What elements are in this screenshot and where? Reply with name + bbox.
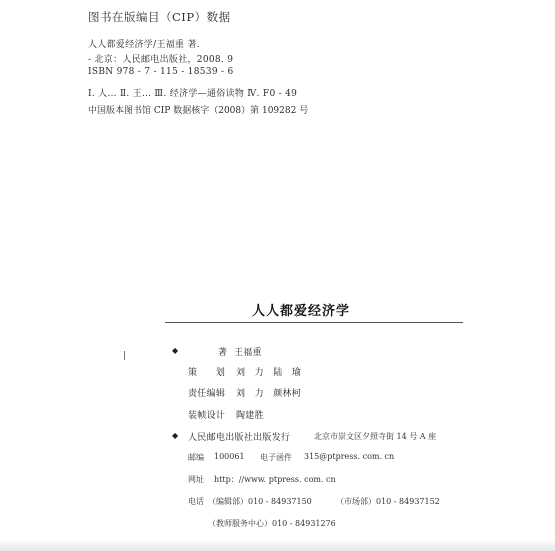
- phone-teacher-service: （教师服务中心）010 - 84931276: [208, 519, 336, 528]
- scan-bottom-shadow: [0, 540, 555, 551]
- cip-line-classification: Ⅰ. 人… Ⅱ. 王… Ⅲ. 经济学—通俗读物 Ⅳ. F0 - 49: [88, 89, 298, 99]
- cip-data-number: 中国版本图书馆 CIP 数据核字（2008）第 109282 号: [88, 106, 309, 116]
- designer-name: 陶建胜: [236, 411, 264, 421]
- phone-marketing: （市场部）010 - 84937152: [336, 497, 440, 506]
- phone-editorial: （编辑部）010 - 84937150: [208, 497, 312, 506]
- website-value: http：//www. ptpress. com. cn: [214, 475, 336, 484]
- editor-role: 责任编辑: [188, 389, 226, 399]
- postcode-value: 100061: [214, 452, 245, 461]
- cip-line-title: 人人都爱经济学/王福重 著.: [88, 40, 200, 50]
- author-name: 王福重: [234, 348, 262, 358]
- book-title: 人人都爱经济学: [252, 304, 351, 319]
- scan-edge-mark: [124, 351, 125, 360]
- title-rule: [165, 322, 463, 323]
- designer-role: 装帧设计: [188, 411, 226, 421]
- postcode-label: 邮编: [188, 453, 204, 462]
- email-value: 315@ptpress. com. cn: [304, 452, 395, 461]
- editor-names: 刘 力 颜林柯: [236, 389, 302, 399]
- publisher-address: 北京市崇文区夕照寺街 14 号 A 座: [314, 432, 437, 441]
- diamond-bullet-icon: ◆: [172, 431, 179, 440]
- author-role: 著: [218, 348, 228, 358]
- cip-heading: 图书在版编目（CIP）数据: [88, 10, 231, 24]
- email-label: 电子函件: [260, 453, 292, 462]
- planner-role: 策 划: [188, 368, 226, 378]
- cip-line-isbn: ISBN 978 - 7 - 115 - 18539 - 6: [88, 67, 234, 77]
- diamond-bullet-icon: ◆: [172, 346, 179, 355]
- cip-line-publisher: - 北京：人民邮电出版社，2008. 9: [88, 55, 234, 65]
- planner-names: 刘 力 陆 瑜: [236, 368, 302, 378]
- website-label: 网址: [188, 475, 204, 484]
- phone-label: 电话: [188, 497, 204, 506]
- publisher-name: 人民邮电出版社出版发行: [188, 433, 291, 443]
